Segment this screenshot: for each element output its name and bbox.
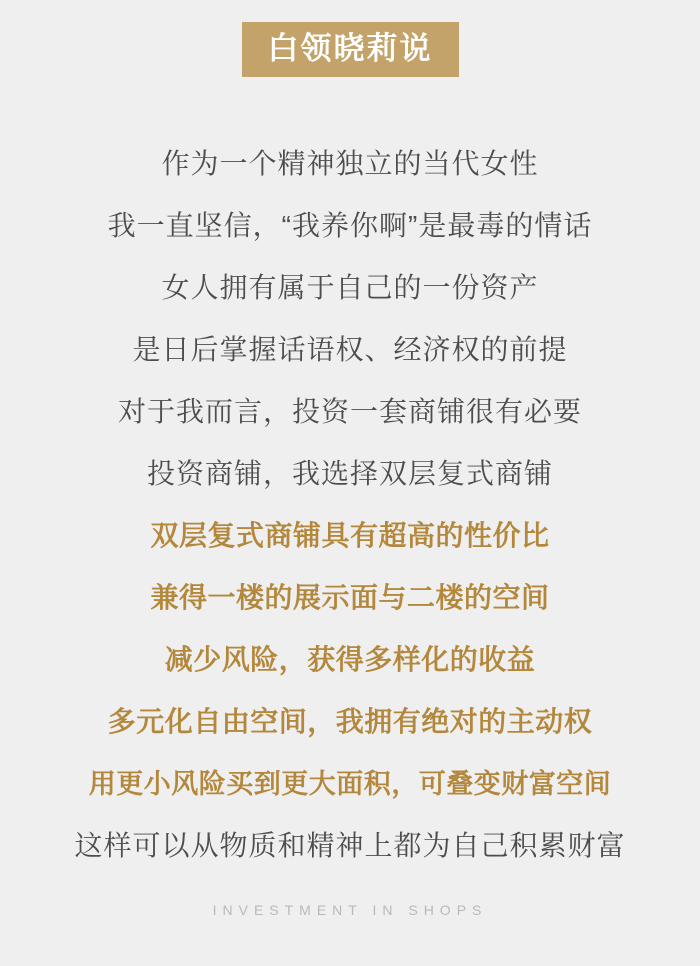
title-area	[0, 22, 700, 77]
footer-caption: INVESTMENT IN SHOPS	[212, 902, 488, 918]
text-line: 这样可以从物质和精神上都为自己积累财富	[74, 830, 626, 861]
page-title: 白领晓莉说	[242, 22, 459, 77]
text-line: 我一直坚信，“我养你啊”是最毒的情话	[107, 210, 593, 241]
highlight-line: 兼得一楼的展示面与二楼的空间	[150, 582, 550, 613]
highlight-line: 多元化自由空间，我拥有绝对的主动权	[107, 706, 593, 737]
highlight-line: 双层复式商铺具有超高的性价比	[150, 520, 550, 551]
body-text-block	[0, 133, 700, 877]
text-line: 作为一个精神独立的当代女性	[161, 148, 539, 179]
text-line: 对于我而言，投资一套商铺很有必要	[117, 396, 582, 427]
highlight-line: 减少风险，获得多样化的收益	[164, 644, 536, 675]
highlight-line: 用更小风险买到更大面积，可叠变财富空间	[88, 769, 612, 799]
text-line: 投资商铺，我选择双层复式商铺	[146, 458, 553, 489]
text-line: 是日后掌握话语权、经济权的前提	[132, 334, 568, 365]
text-line: 女人拥有属于自己的一份资产	[161, 272, 539, 303]
